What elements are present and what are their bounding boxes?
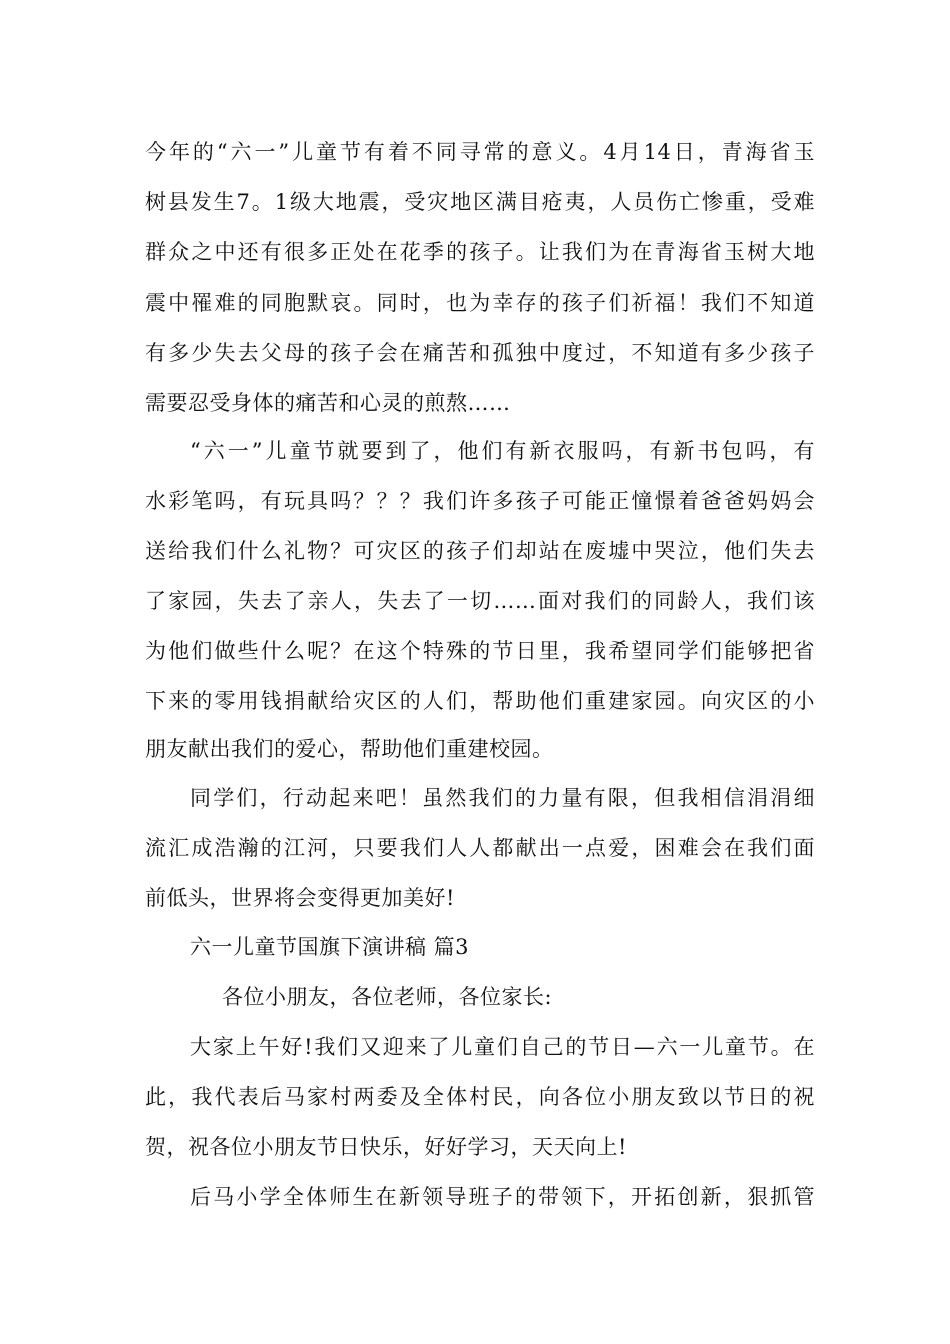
text-line-8: 水彩笔吗，有玩具吗？？？我们许多孩子可能正憧憬着爸爸妈妈会 (145, 489, 815, 513)
text-line-16: 前低头，世界将会变得更加美好! (145, 886, 455, 910)
text-line-6: 需要忍受身体的痛苦和心灵的煎熬…… (145, 391, 511, 415)
text-line-20: 此，我代表后马家村两委及全体村民，向各位小朋友致以节日的祝 (145, 1085, 815, 1109)
text-line-19: 大家上午好!我们又迎来了儿童们自己的节日—六一儿童节。在 (190, 1035, 815, 1059)
text-line-4: 震中罹难的同胞默哀。同时，也为幸存的孩子们祈福！我们不知道 (145, 291, 815, 315)
text-line-21: 贺，祝各位小朋友节日快乐，好好学习，天天向上! (145, 1135, 627, 1159)
text-line-2: 树县发生7。1级大地震，受灾地区满目疮夷，人员伤亡惨重，受难 (145, 190, 815, 214)
text-line-12: 下来的零用钱捐献给灾区的人们，帮助他们重建家园。向灾区的小 (145, 689, 815, 713)
text-line-14: 同学们，行动起来吧！虽然我们的力量有限，但我相信涓涓细 (190, 786, 815, 810)
text-line-5: 有多少失去父母的孩子会在痛苦和孤独中度过，不知道有多少孩子 (145, 341, 815, 365)
text-line-1: 今年的“六一”儿童节有着不同寻常的意义。4月14日，青海省玉 (145, 140, 815, 164)
text-line-13: 朋友献出我们的爱心，帮助他们重建校园。 (145, 737, 554, 761)
section-heading: 六一儿童节国旗下演讲稿 篇3 (190, 935, 470, 959)
text-line-15: 流汇成浩瀚的江河，只要我们人人都献出一点爱，困难会在我们面 (145, 836, 815, 860)
text-line-7: “六一”儿童节就要到了，他们有新衣服吗，有新书包吗，有 (190, 439, 815, 463)
text-line-22: 后马小学全体师生在新领导班子的带领下，开拓创新，狠抓管 (190, 1185, 815, 1209)
text-line-10: 了家园，失去了亲人，失去了一切……面对我们的同龄人，我们该 (145, 589, 815, 613)
text-line-9: 送给我们什么礼物？可灾区的孩子们却站在废墟中哭泣，他们失去 (145, 539, 815, 563)
text-line-11: 为他们做些什么呢？在这个特殊的节日里，我希望同学们能够把省 (145, 639, 815, 663)
text-line-3: 群众之中还有很多正处在花季的孩子。让我们为在青海省玉树大地 (145, 240, 815, 264)
salutation: 各位小朋友，各位老师，各位家长: (222, 985, 553, 1009)
